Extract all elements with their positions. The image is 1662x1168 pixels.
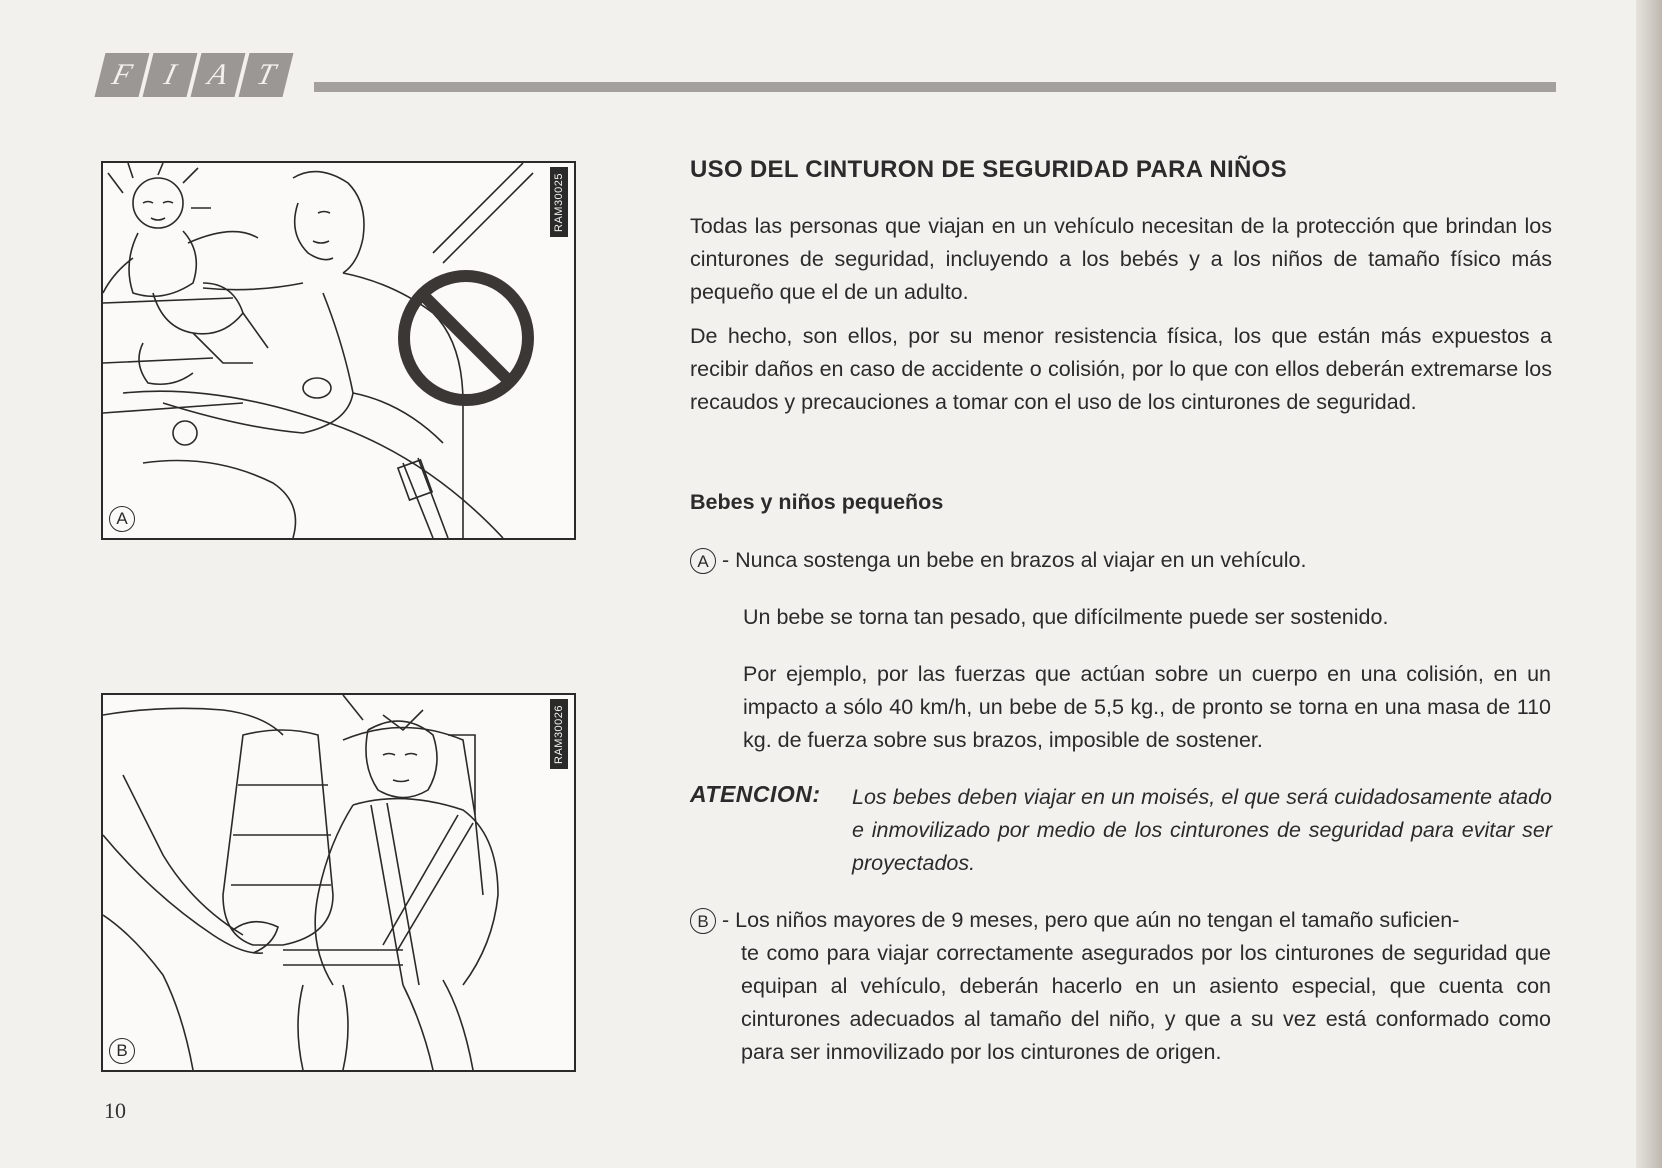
intro-paragraph: Todas las personas que viajan en un vehículo necesitan de la protección que brindan los cinturones de seguridad, incluyendo a los bebés y a los niños de tamaño físico más pequeño que el de un adulto. <box>690 214 1552 304</box>
item-a-detail-1: Un bebe se torna tan pesado, que difícilmente puede ser sostenido. <box>743 605 1389 629</box>
item-b-marker: B <box>690 908 716 934</box>
figure-a-illustration <box>101 161 576 540</box>
figure-b-illustration <box>101 693 576 1072</box>
item-a-text: - Nunca sostenga un bebe en brazos al viajar en un vehículo. <box>722 548 1307 572</box>
figure-a-letter: A <box>109 506 135 532</box>
logo-letter: T <box>239 53 294 97</box>
figure-a-code: RAM30025 <box>550 167 568 237</box>
child-seat-illustration <box>103 695 574 1070</box>
item-b <box>690 904 1552 937</box>
warning-label: ATENCION: <box>690 781 821 807</box>
item-b-text: te como para viajar correctamente asegurados por los cinturones de seguridad que equipan al vehículo, deberán hacerlo en un asiento especial, que cuenta con cinturones adecuados al tamaño del niño, y que a su vez está conformado como para ser inmovilizado por los cinturones de origen. <box>741 941 1551 1064</box>
logo-letter: F <box>95 53 150 97</box>
adult-holding-baby-illustration <box>103 163 574 538</box>
page-number: 10 <box>104 1098 126 1123</box>
fiat-logo <box>100 53 300 97</box>
figure-b-code: RAM30026 <box>550 699 568 769</box>
warning-text: Los bebes deben viajar en un moisés, el que será cuidadosamente atado e inmovilizado por medio de los cinturones de seguridad para evitar ser proyectados. <box>852 785 1552 875</box>
item-b-first-line: - Los niños mayores de 9 meses, pero que aún no tengan el tamaño suficien- <box>722 908 1460 932</box>
logo-letter: A <box>191 53 246 97</box>
item-a-detail-2: Por ejemplo, por las fuerzas que actúan sobre un cuerpo en una colisión, en un impacto a sólo 40 km/h, un bebe de 5,5 kg., de pronto se torna en una masa de 110 kg. de fuerza sobre sus brazos, imposible de sostener. <box>743 662 1551 752</box>
page-edge <box>1636 0 1662 1168</box>
item-a-marker: A <box>690 548 716 574</box>
figure-b-letter: B <box>109 1038 135 1064</box>
risk-paragraph: De hecho, son ellos, por su menor resistencia física, los que están más expuestos a recibir daños en caso de accidente o colisión, por lo que con ellos deberán extremarse los recaudos y precauciones a tomar con el uso de los cinturones de seguridad. <box>690 324 1552 414</box>
header-rule <box>314 82 1556 92</box>
item-a <box>690 544 1552 577</box>
section-title: USO DEL CINTURON DE SEGURIDAD PARA NIÑOS <box>690 156 1287 183</box>
subsection-heading: Bebes y niños pequeños <box>690 490 944 514</box>
logo-letter: I <box>143 53 198 97</box>
